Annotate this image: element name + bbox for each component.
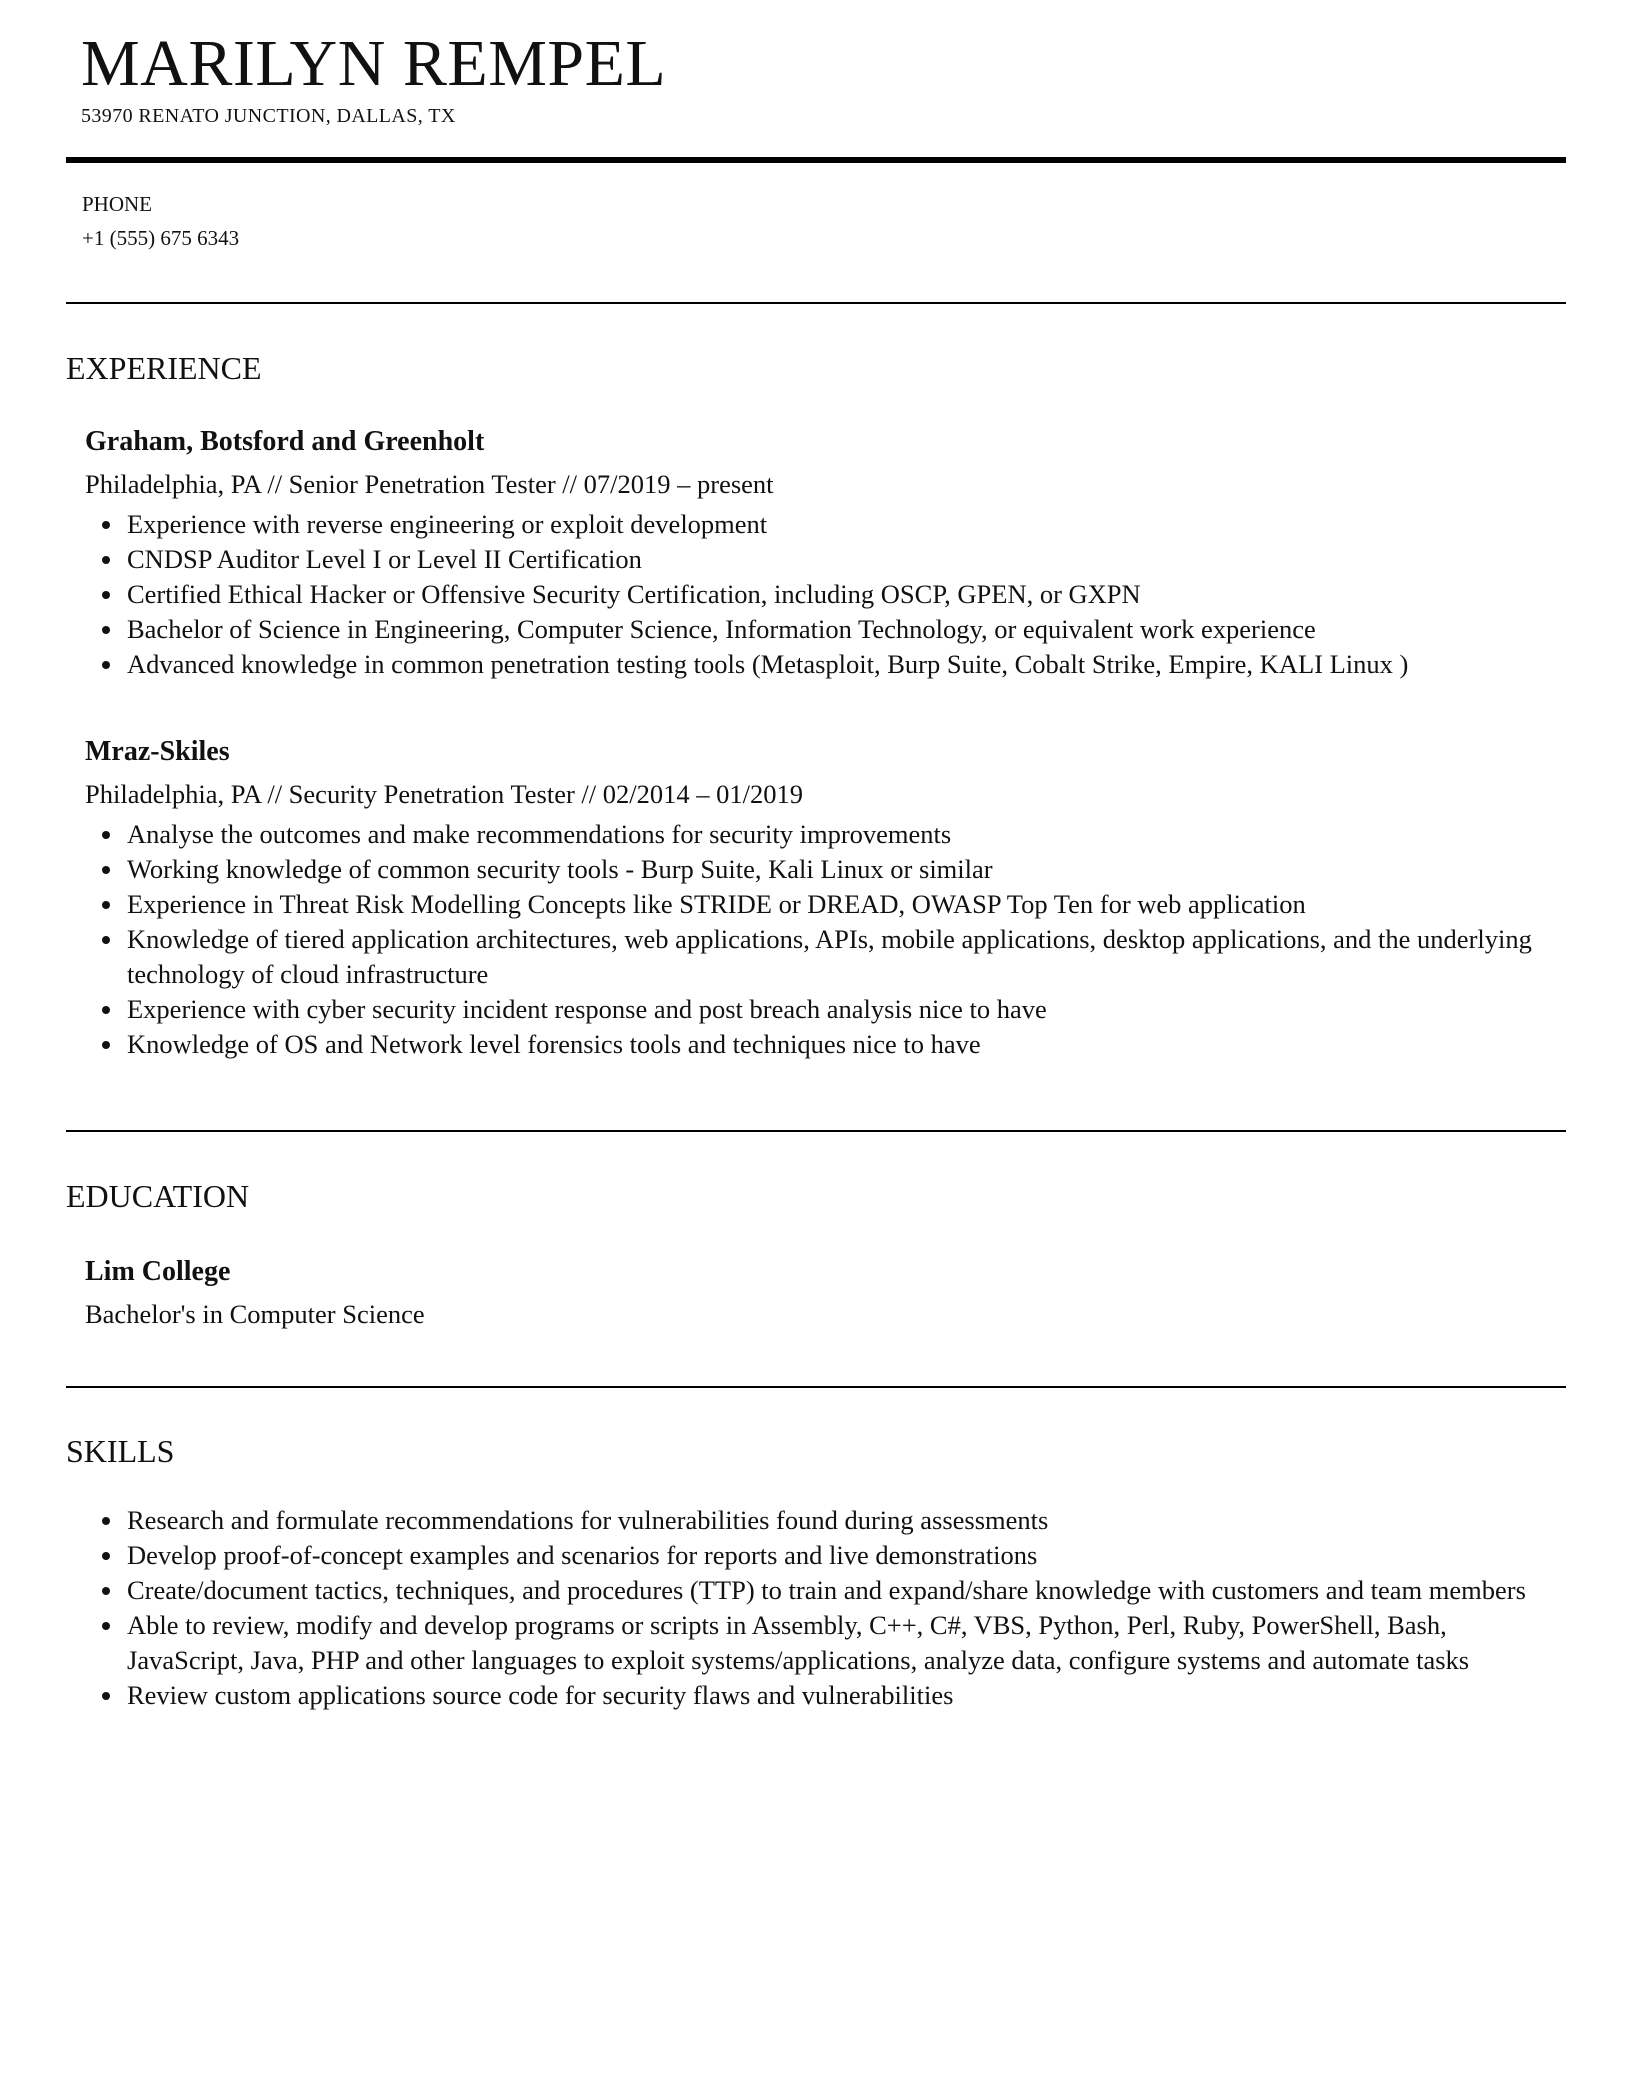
list-item: Knowledge of OS and Network level forensics tools and techniques nice to have [85, 1027, 1565, 1062]
degree: Bachelor's in Computer Science [85, 1299, 425, 1329]
list-item: Experience with cyber security incident response and post breach analysis nice to have [85, 992, 1565, 1027]
job-meta: Philadelphia, PA // Security Penetration Tester // 02/2014 – 01/2019 [85, 779, 804, 809]
list-item: Advanced knowledge in common penetration testing tools (Metasploit, Burp Suite, Cobalt Strike, Empire, KALI Linux ) [85, 647, 1565, 682]
section-divider [66, 1130, 1566, 1132]
school-name: Lim College [85, 1256, 231, 1287]
company-name: Graham, Botsford and Greenholt [85, 426, 485, 457]
experience-entry [85, 735, 1565, 1062]
skills-list [85, 1503, 1565, 1713]
list-item: Experience in Threat Risk Modelling Concepts like STRIDE or DREAD, OWASP Top Ten for web application [85, 887, 1565, 922]
experience-entry [85, 425, 1565, 682]
list-item: CNDSP Auditor Level I or Level II Certification [85, 542, 1565, 577]
phone-number: +1 (555) 675 6343 [82, 226, 240, 250]
header-divider [66, 157, 1566, 163]
candidate-address: 53970 RENATO JUNCTION, DALLAS, TX [81, 105, 456, 127]
list-item: Research and formulate recommendations for vulnerabilities found during assessments [85, 1503, 1565, 1538]
list-item: Analyse the outcomes and make recommendations for security improvements [85, 817, 1565, 852]
education-heading: EDUCATION [66, 1178, 250, 1214]
list-item: Certified Ethical Hacker or Offensive Security Certification, including OSCP, GPEN, or GXPN [85, 577, 1565, 612]
list-item: Knowledge of tiered application architectures, web applications, APIs, mobile applications, desktop applications, and the underlying technology of cloud infrastructure [85, 922, 1565, 992]
phone-label: PHONE [82, 192, 153, 216]
company-name: Mraz-Skiles [85, 736, 230, 767]
education-entry [85, 1255, 1565, 1337]
list-item: Develop proof-of-concept examples and scenarios for reports and live demonstrations [85, 1538, 1565, 1573]
job-bullets [85, 507, 1565, 682]
list-item: Create/document tactics, techniques, and procedures (TTP) to train and expand/share knowledge with customers and team members [85, 1573, 1565, 1608]
skills-heading: SKILLS [66, 1433, 175, 1469]
list-item: Experience with reverse engineering or exploit development [85, 507, 1565, 542]
experience-heading: EXPERIENCE [66, 350, 262, 386]
list-item: Able to review, modify and develop programs or scripts in Assembly, C++, C#, VBS, Python, Perl, Ruby, PowerShell, Bash, JavaScript, Java, PHP and other languages to exploit systems/applications, analyze data, configure systems and automate tasks [85, 1608, 1565, 1678]
candidate-name: MARILYN REMPEL [81, 27, 667, 100]
skills-list-block [85, 1503, 1565, 1713]
job-bullets [85, 817, 1565, 1062]
section-divider [66, 1386, 1566, 1388]
job-meta: Philadelphia, PA // Senior Penetration Tester // 07/2019 – present [85, 469, 774, 499]
section-divider [66, 302, 1566, 304]
list-item: Working knowledge of common security tools - Burp Suite, Kali Linux or similar [85, 852, 1565, 887]
list-item: Review custom applications source code for security flaws and vulnerabilities [85, 1678, 1565, 1713]
list-item: Bachelor of Science in Engineering, Computer Science, Information Technology, or equivalent work experience [85, 612, 1565, 647]
